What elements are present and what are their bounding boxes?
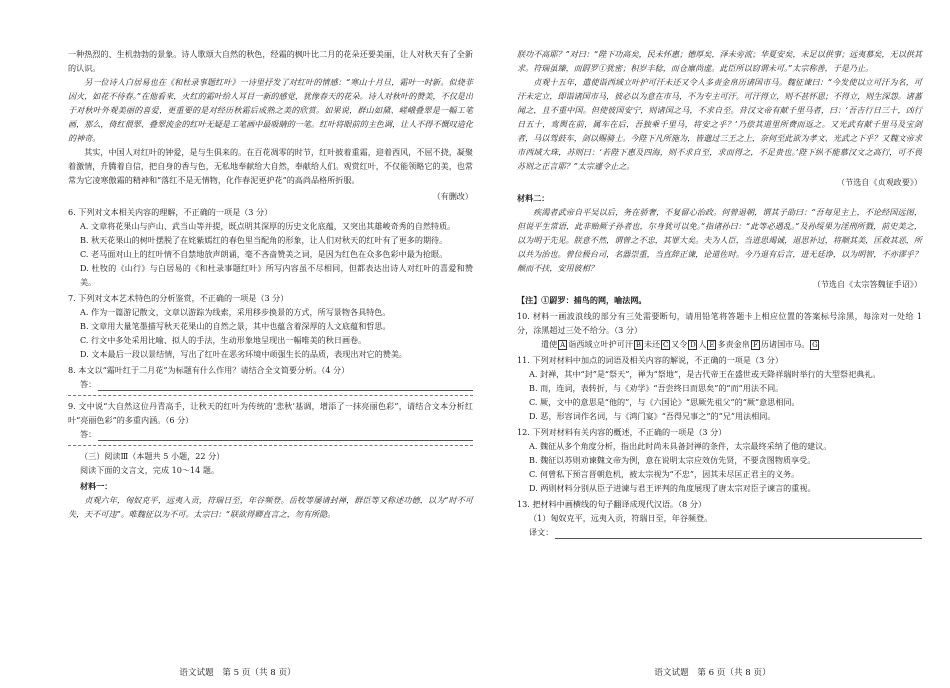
option-box-d[interactable]: D xyxy=(690,341,696,349)
material-1-text: 贞观六年，匈奴克平，远夷入贡，符瑞日至，年谷频登。岳牧等屡请封禅，群臣等又称述功德，以为“时不可失，天不可违”。唯魏征以为不可。太宗曰：“联欲得卿直言之，勿有所隐。 xyxy=(68,495,473,519)
page-footer: 语文试题 第 5 页（共 8 页） xyxy=(179,668,296,678)
option-box-b[interactable]: B xyxy=(635,341,642,349)
question-11-option-c: C. 厥，文中的意思是“他的”，与《六国论》“思厥先祖父”的“厥”意思相同。 xyxy=(529,397,800,407)
segment: 遣使 xyxy=(541,339,558,349)
question-12-stem: 12. 下列对材料有关内容的概述，不正确的一项是（3 分） xyxy=(517,427,727,437)
question-13-stem: 13. 把材料中画横线的句子翻译成现代汉语。（8 分） xyxy=(517,499,707,509)
material-2-text: 疾渴者武帝自平吴以后，务在骄奢，不复留心治政。何曾退朝，谓其子劭曰：“吾每见主上，不论经国远图，但说平生常语，此非贻厥子孙者也，尔身犹可以免。”指诸孙曰：“此等必遇乱。”及孙绥果为淫刑所戮，前史美之，以为明于先见。朕意不然，谓曾之不忠，其罪大矣。夫为人臣，当进思竭诚，退思补过，将顺其美，匡救其恶，所以共为治也。曾位极台司，名器崇重，当直辞正谏，论道佐时。今乃退有后言，进无廷诤，以为明智，不亦谬乎？颠而不扶，安用彼相？ xyxy=(517,207,922,273)
passage-paragraph: 贞观十五年，遣使诣西域立叶护可汗未还又令人多责金帛历诸国市马。魏征谏曰：“今发使以立可汗为名，可汗未定立，即诣诸国市马，彼必以为意在市马，不为专主可汗。可汗得立，则不甚怀恩；不得立，则生深怨。诸蕃闻之，且不重中国。但使彼国安宁，则诸国之马，不求自至。昔汉文帝有献千里马者，曰：‘吾吉行日三十，凶行日五十，鸾舆在前，属车在后，吾独乘千里马，将安之乎？’乃偿其道里所费而返之。又光武有献千里马及宝剑者，马以驾鼓车，剑以赐骑士。今陛下凡所施为，皆邈过三王之上，奈何至此欲为孝文、光武之下乎？又魏文帝求市西域大珠，苏则曰：‘若陛下惠及四海，则不求自至，求而得之，不足贵也。’陛下纵不能慕汉文之高行，可不畏苏则之正言耶？”太宗遽令止之。 xyxy=(517,77,922,171)
question-12-option-a: A. 魏征从多个角度分析，指出此时尚未具备封禅的条件，太宗最终采纳了他的建议。 xyxy=(529,441,832,451)
question-7-stem: 7. 下列对文本艺术特色的分析鉴赏，不正确的一项是（3 分） xyxy=(68,293,289,303)
option-box-e[interactable]: E xyxy=(709,341,715,349)
source-note: （有删改） xyxy=(432,191,473,201)
passage-paragraph: 其实，中国人对红叶的钟爱，是与生俱来的。在百花凋零的时节，红叶披着重霜，迎着西风，不屈不挠，凝聚着激情，升腾着自信，把自身的香与色，无私地奉献给大自然，奉献给人们。观赏红叶，不仅能领略它的美，也常常为它凌寒傲霜的精神和“落红不是无情物，化作春泥更护花”的高尚品格所折服。 xyxy=(68,147,473,185)
answer-label: 译文： xyxy=(529,527,554,537)
answer-blank xyxy=(98,431,473,441)
right-column xyxy=(517,47,922,539)
segment: 未还 xyxy=(643,339,661,349)
question-6-option-a: A. 文章将花果山与庐山、武当山等并提，既点明其深厚的历史文化底蕴，又突出其雄峻奇秀的自然特质。 xyxy=(80,221,456,231)
divider xyxy=(68,395,473,396)
option-box-f[interactable]: F xyxy=(751,340,760,350)
segment: 多责金帛 xyxy=(717,339,750,349)
footnote: 【注】①罻罗：捕鸟的网，喻法网。 xyxy=(517,295,647,305)
question-11-stem: 11. 下列对材料中加点的词语及相关内容的解说，不正确的一项是（3 分） xyxy=(517,355,783,365)
question-13-sub-1: （1）匈奴克平，远夷入贡，符瑞日至，年谷频登。 xyxy=(529,513,713,523)
question-6-option-d: D. 杜牧的《山行》与白居易的《和杜录事题红叶》所写内容虽不尽相同，但都表达出诗人对红叶的喜爱和赞美。 xyxy=(80,263,473,287)
material-1-label: 材料一： xyxy=(80,481,113,491)
passage-continuation: 朕功不高耶？”对曰：“陛下功高矣，民未怀惠；德厚矣，泽未旁流；华夏安矣，未足以供事；远夷慕矣，无以供其求。符瑞虽臻，而罻罗①犹密；积岁丰稔，而仓廪尚虚。此臣所以窃谓未可。”太宗称善，于是乃止。 xyxy=(517,49,922,73)
page-footer: 语文试题 第 6 页（共 8 页） xyxy=(654,668,771,678)
question-9-answer-line[interactable] xyxy=(68,427,473,441)
question-8-answer-line[interactable] xyxy=(68,377,473,391)
source-note: （节选自《贞观政要》） xyxy=(837,177,922,187)
question-10-sentence xyxy=(517,337,922,351)
answer-blank xyxy=(555,529,922,539)
question-10-stem: 10. 材料一画波浪线的部分有三处需要断句，请用铅笔将答题卡上相应位置的答案标号涂黑，每涂对一处给 1 分，涂黑超过三处不给分。（3 分） xyxy=(517,311,922,335)
question-6-option-c: C. 老马面对山上的红叶情不自禁地放声朗诵，毫不吝啬赞美之词，是因为红色在众多色彩中最为抢眼。 xyxy=(80,249,448,259)
passage-paragraph: 一种热烈的、生机勃勃的景象。诗人歌颂大自然的秋色，经霜的枫叶比二月的花朵还要美丽，让人对秋天有了全新的认识。 xyxy=(68,49,473,73)
question-11-option-a: A. 封禅，其中“封”是“祭天”，禅为“祭地”，是古代帝王在盛世或天降祥瑞时举行的大型祭祀典礼。 xyxy=(529,369,881,379)
segment: 历诸国市马。 xyxy=(760,339,810,349)
question-6-option-b: B. 秋天花果山的树叶摆脱了在姹紫嫣红的春色里当配角的形象，让人们对秋天的红叶有了更多的期待。 xyxy=(80,235,448,245)
question-7-option-c: C. 行文中多处采用比喻、拟人的手法，生动形象地呈现出一幅唯美的秋日画卷。 xyxy=(80,335,367,345)
question-12-option-b: B. 魏征以苏则劝谏魏文帝为例，意在说明太宗应效仿先贤，不要贪图物质享受。 xyxy=(529,455,816,465)
option-box-g[interactable]: G xyxy=(812,341,818,349)
material-2-label: 材料二： xyxy=(517,193,550,203)
question-7-option-b: B. 文章用大量笔墨描写秋天花果山的自然之景，其中也蕴含着深厚的人文底蕴和哲思。 xyxy=(80,321,391,331)
option-box-c[interactable]: C xyxy=(662,341,669,349)
question-12-option-d: D. 两则材料分别从臣子进谏与君王评判的角度展现了唐太宗对臣子谏言的重视。 xyxy=(529,483,816,493)
section-3-instruction: 阅读下面的文言文，完成 10～14 题。 xyxy=(80,465,220,475)
answer-label: 答： xyxy=(80,379,97,389)
question-11-option-b: B. 而，连词，表转折，与《劝学》“吾尝终日而思矣”的“而”用法不同。 xyxy=(529,383,784,393)
question-8-stem: 8. 本文以“霜叶红于二月花”为标题有什么作用？请结合全文简要分析。（4 分） xyxy=(68,365,350,375)
question-12-option-c: C. 何曾私下预言晋朝危机，被太宗视为“不忠”，因其未尽匡正君主的义务。 xyxy=(529,469,800,479)
question-7-option-a: A. 作为一篇游记散文，文章以游踪为线索，采用移步换景的方式，所写景物各具特色。 xyxy=(80,307,391,317)
answer-label: 答： xyxy=(80,429,97,439)
left-column xyxy=(68,47,473,521)
passage-paragraph: 另一位诗人白居易也在《和杜录事题红叶》一诗里抒发了对红叶的情感：“寒山十月旦，霜叶一时新。似烧非因火，如花不待春。”在他看来，火红的霜叶给人耳目一新的感觉，犹像春天的花朵。诗人对秋叶的赞美，不仅是出于对秋叶外观美丽的喜爱，更重要的是对经历秋霜后成熟之美的欣赏。如果说，群山如黛、嵯峨叠翠是一幅工笔画，那么，倚红偎翠、叠翠流金的红叶无疑是工笔画中最吸睛的一笔。红叶将眼前的主色调，让人不得不慨叹造化的神奇。 xyxy=(68,77,473,143)
source-note: （节选自《太宗答魏征手诏》） xyxy=(812,279,922,289)
option-box-a[interactable]: A xyxy=(560,341,566,349)
question-11-option-d: D. 恶，形容词作名词，与《鸿门宴》“吾得兄事之”的“兄”用法相同。 xyxy=(529,411,776,421)
section-3-heading: （三）阅读Ⅲ（本题共 5 小题，22 分） xyxy=(80,451,225,461)
question-7-option-d: D. 文本最后一段以景结情，写出了红叶在恶劣环境中顽强生长的品质，表现出对它的赞美。 xyxy=(80,349,408,359)
answer-blank xyxy=(98,381,473,391)
divider xyxy=(68,445,473,446)
segment: 诣西域立叶护可汗 xyxy=(568,339,633,349)
segment: 人 xyxy=(698,339,707,349)
question-9-stem: 9. 文中说“大自然这位丹青高手，让秋天的红叶为传统的‘悲秋’基调，增添了一抹亮丽色彩”，请结合文本分析红叶“亮丽色彩”的多重内涵。（6 分） xyxy=(68,401,473,425)
segment: 又令 xyxy=(671,339,688,349)
question-6-stem: 6. 下列对文本相关内容的理解，不正确的一项是（3 分） xyxy=(68,207,273,217)
right-page xyxy=(475,0,950,688)
question-13-answer-line[interactable] xyxy=(517,525,922,539)
